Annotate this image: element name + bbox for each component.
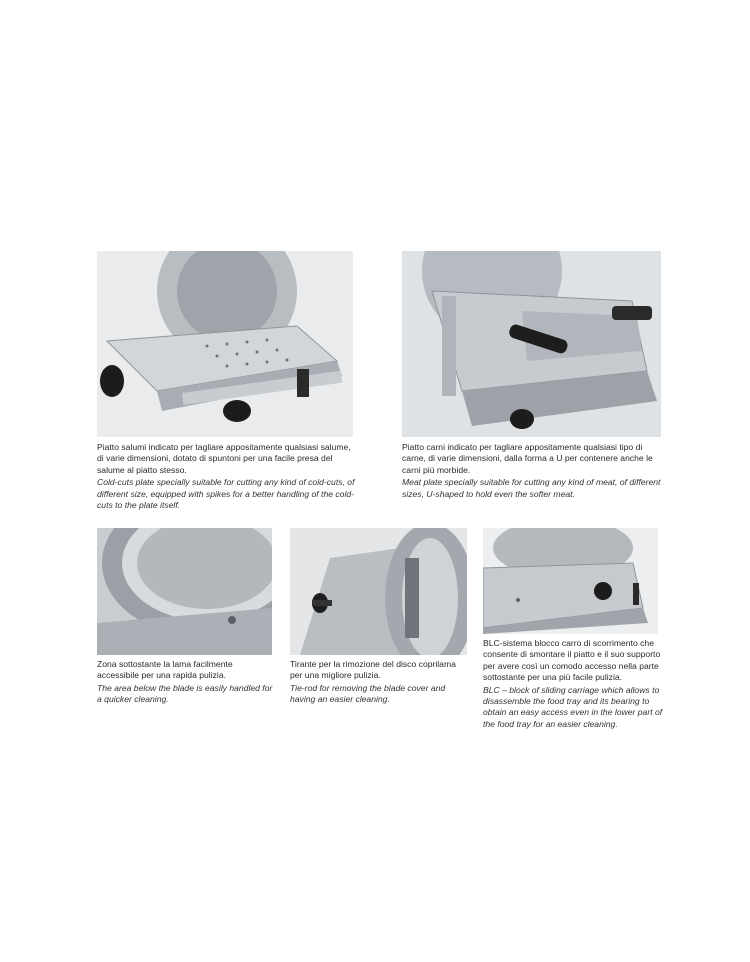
caption-italian: Piatto carni indicato per tagliare appositamente qualsiasi tipo di carne, di varie dimensioni, dalla forma a U per contenere anche le carni più morbide. bbox=[402, 442, 653, 475]
caption-italian: Zona sottostante la lama facilmente accessibile per una rapida pulizia. bbox=[97, 659, 233, 681]
caption-italian: Tirante per la rimozione del disco coprilama per una migliore pulizia. bbox=[290, 659, 456, 681]
cold-cuts-plate-photo bbox=[97, 251, 353, 437]
tie-rod-illustration bbox=[290, 528, 467, 655]
blade-area-illustration bbox=[97, 528, 272, 655]
meat-plate-illustration bbox=[402, 251, 661, 437]
caption-english: The area below the blade is easily handled for a quicker cleaning. bbox=[97, 682, 273, 705]
caption-meat-plate bbox=[402, 442, 664, 500]
caption-tie-rod bbox=[290, 659, 470, 706]
caption-english: Cold-cuts plate specially suitable for cutting any kind of cold-cuts, of different size, equipped with spikes for a better handling of the cold-cuts to the plate itself. bbox=[97, 477, 355, 511]
caption-blc-carriage bbox=[483, 638, 663, 730]
caption-blade-area bbox=[97, 659, 277, 706]
tie-rod-photo bbox=[290, 528, 467, 655]
blade-area-photo bbox=[97, 528, 272, 655]
caption-english: Meat plate specially suitable for cutting any kind of meat, of different sizes, U-shaped to hold even the softer meat. bbox=[402, 477, 661, 499]
caption-english: Tie-rod for removing the blade cover and having an easier cleaning. bbox=[290, 682, 446, 705]
cold-cuts-plate-illustration bbox=[97, 251, 353, 437]
caption-cold-cuts-plate bbox=[97, 442, 359, 511]
caption-english: BLC – block of sliding carriage which allows to disassemble the food tray and its bearing to obtain an easy access even in the lower part of the food tray for an easier cleaning. bbox=[483, 684, 663, 729]
blc-carriage-photo bbox=[483, 528, 658, 634]
blc-carriage-illustration bbox=[483, 528, 658, 634]
caption-italian: BLC-sistema blocco carro di scorrimento che consente di smontare il piatto e il suo supporto per avere così un comodo accesso nella parte sottostante per una più facile pulizia. bbox=[483, 638, 661, 683]
meat-plate-photo bbox=[402, 251, 661, 437]
caption-italian: Piatto salumi indicato per tagliare appositamente qualsiasi salume, di varie dimensioni, dotato di spuntoni per una facile presa del salume al piatto stesso. bbox=[97, 442, 351, 475]
